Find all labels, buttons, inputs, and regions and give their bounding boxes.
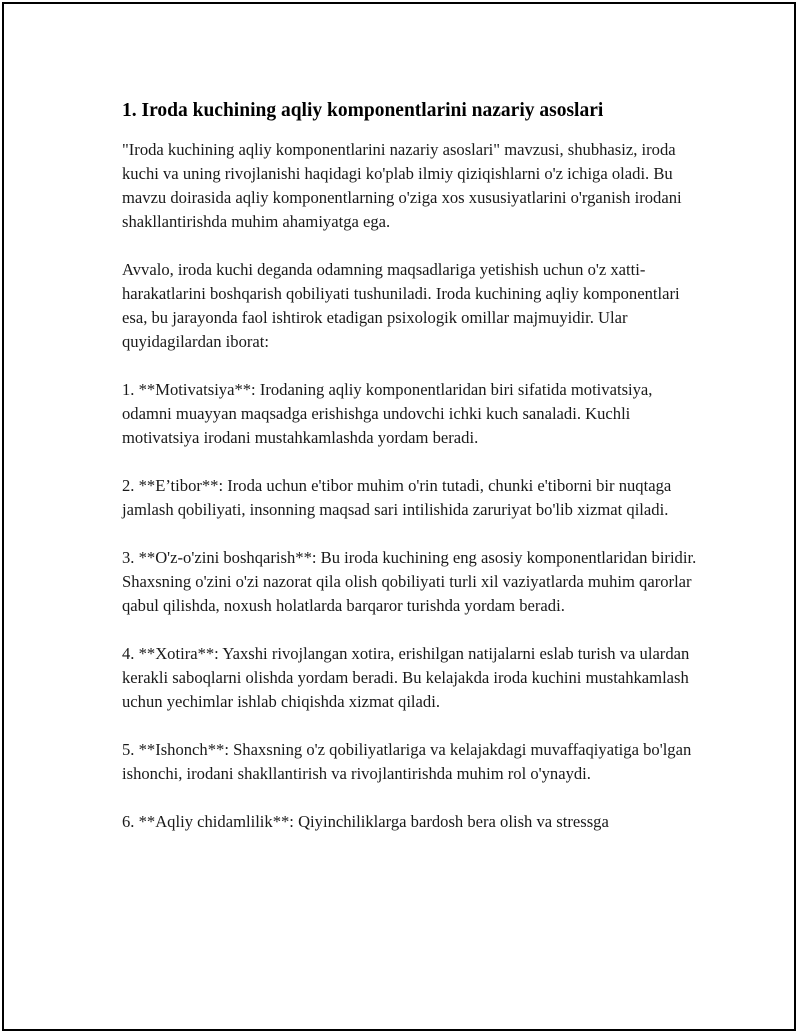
list-item-confidence: 5. **Ishonch**: Shaxsning o'z qobiliyatlariga va kelajakdagi muvaffaqiyatiga bo'lgan ishonchi, irodani shakllantirish va rivojlantirishda muhim rol o'ynaydi. <box>122 740 692 783</box>
list-item-memory: 4. **Xotira**: Yaxshi rivojlangan xotira, erishilgan natijalarni eslab turish va ulardan kerakli saboqlarni olishda yordam beradi. Bu kelajakda iroda kuchini mustahkamlash uchun yechimlar ishlab chiqishda xizmat qiladi. <box>122 644 690 711</box>
paragraph-intro: "Iroda kuchining aqliy komponentlarini nazariy asoslari" mavzusi, shubhasiz, iroda kuchi va uning rivojlanishi haqidagi ko'plab ilmiy qiziqishlarni o'z ichiga oladi. Bu mavzu doirasida aqliy komponentlarning o'ziga xos xususiyatlarini o'rganish irodani shakllantirishda muhim ahamiyatga ega. <box>122 140 682 231</box>
list-item-motivation: 1. **Motivatsiya**: Irodaning aqliy komponentlaridan biri sifatida motivatsiya, odamni muayyan maqsadga erishishga undovchi ichki kuch sanaladi. Kuchli motivatsiya irodani mustahkamlashda yordam beradi. <box>122 380 653 447</box>
list-item-attention: 2. **E’tibor**: Iroda uchun e'tibor muhim o'rin tutadi, chunki e'tiborni bir nuqtaga jamlash qobiliyati, insonning maqsad sari intilishida zaruriyat bo'lib xizmat qiladi. <box>122 476 672 519</box>
page-frame <box>2 2 796 1031</box>
document-body <box>122 98 702 858</box>
list-item-self-control: 3. **O'z-o'zini boshqarish**: Bu iroda kuchining eng asosiy komponentlaridan biridir. Shaxsning o'zini o'zi nazorat qila olish qobiliyati turli xil vaziyatlarda muhim qarorlar qabul qilishda, noxush holatlarda barqaror turishda yordam beradi. <box>122 548 697 615</box>
document-title: 1. Iroda kuchining aqliy komponentlarini nazariy asoslari <box>122 100 604 121</box>
paragraph-definition: Avvalo, iroda kuchi deganda odamning maqsadlariga yetishish uchun o'z xatti-harakatlarini boshqarish qobiliyati tushuniladi. Iroda kuchining aqliy komponentlari esa, bu jarayonda faol ishtirok etadigan psixologik omillar majmuyidir. Ular quyidagilardan iborat: <box>122 260 680 351</box>
list-item-mental-resilience: 6. **Aqliy chidamlilik**: Qiyinchiliklarga bardosh bera olish va stressga <box>122 812 609 831</box>
